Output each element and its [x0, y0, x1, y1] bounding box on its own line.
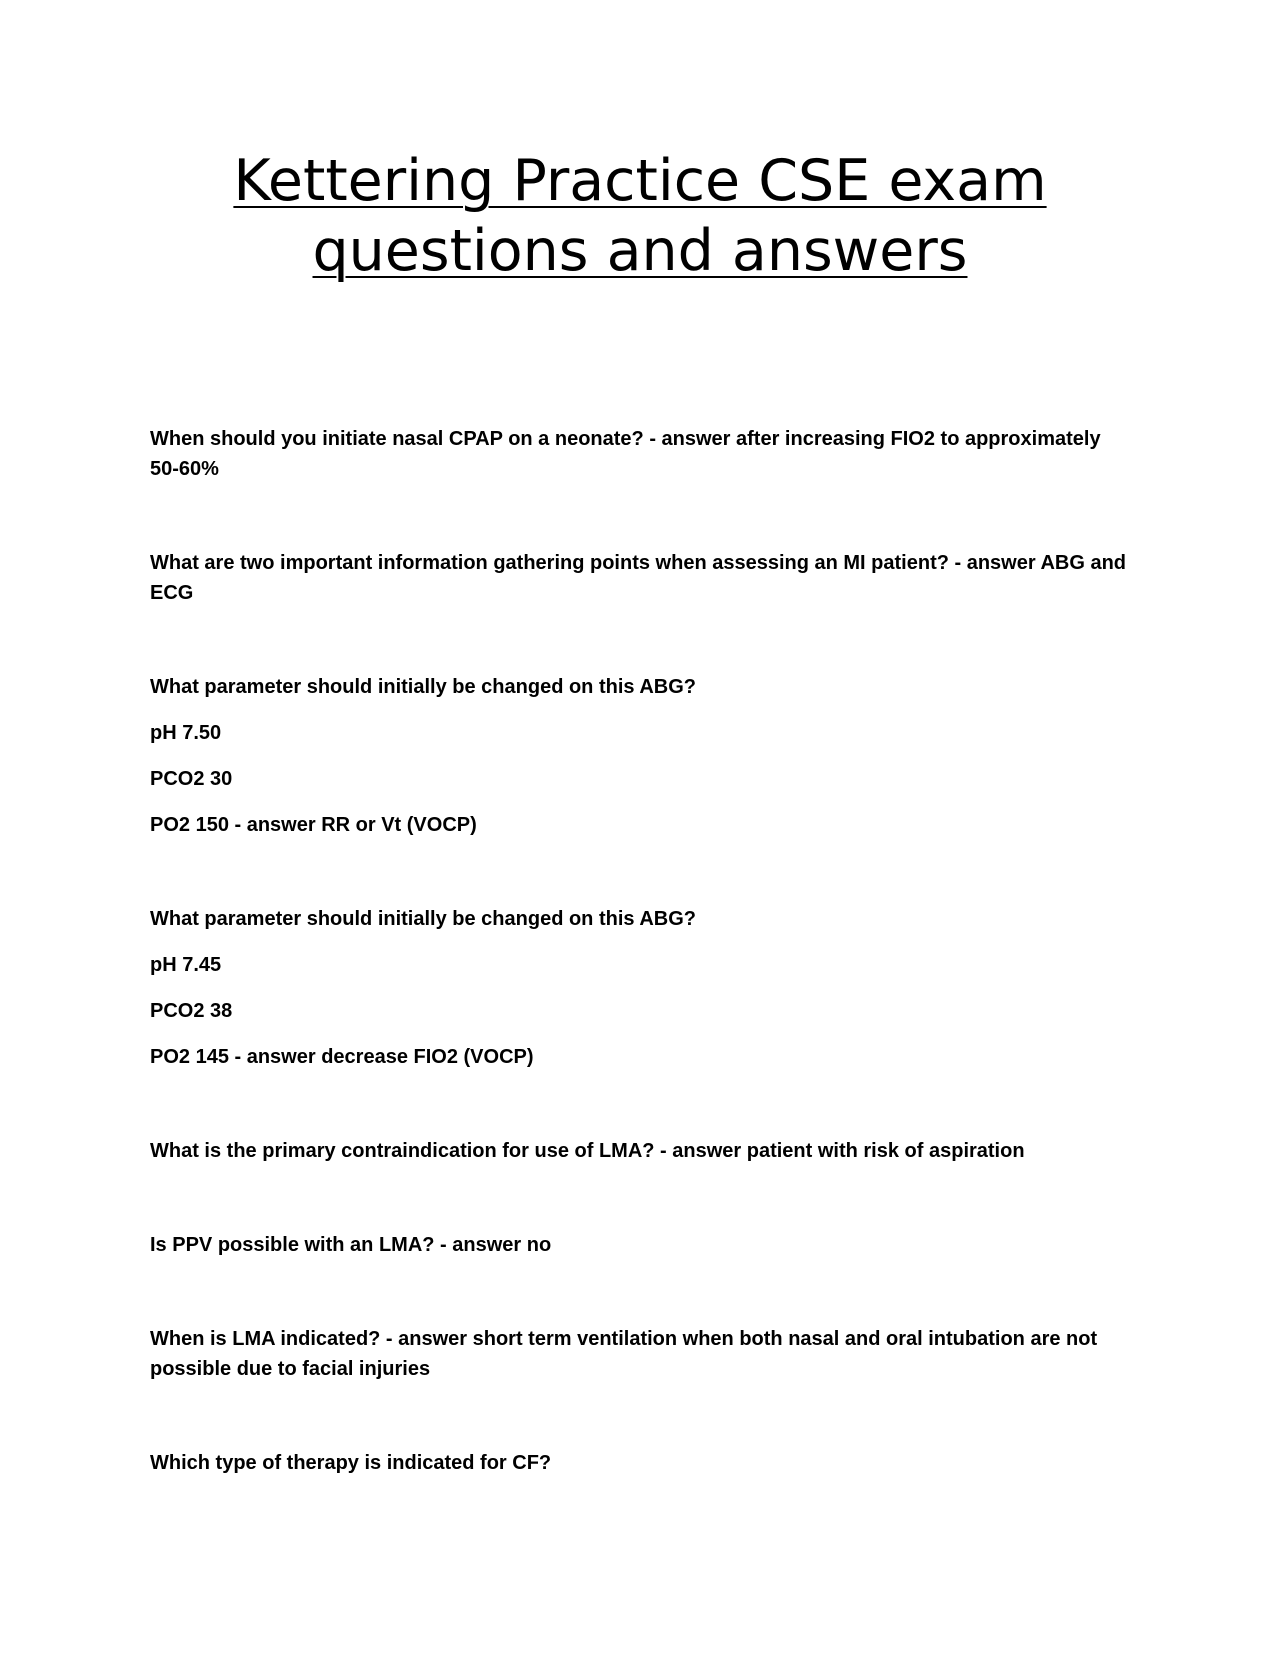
qa-text: What is the primary contraindication for use of LMA? - answer patient with risk of aspiration [150, 1140, 1025, 1162]
qa-text: Which type of therapy is indicated for CF? [150, 1452, 552, 1474]
qa-item-6 [150, 1230, 1130, 1260]
document-title-line-1: Kettering Practice CSE exam [233, 148, 1047, 214]
qa-value-ph: pH 7.45 [150, 954, 222, 976]
qa-item-2 [150, 548, 1130, 608]
qa-value-po2-answer: PO2 145 - answer decrease FIO2 (VOCP) [150, 1046, 534, 1068]
qa-text: When is LMA indicated? - answer short term ventilation when both nasal and oral intubation are not possible due to facial injuries [150, 1328, 1098, 1380]
document-title-line-2: questions and answers [312, 218, 968, 284]
qa-text: Is PPV possible with an LMA? - answer no [150, 1234, 552, 1256]
qa-item-7 [150, 1324, 1130, 1384]
qa-value-pco2: PCO2 38 [150, 1000, 233, 1022]
qa-item-3 [150, 672, 1130, 840]
qa-text: What are two important information gathering points when assessing an MI patient? - answer ABG and ECG [150, 552, 1127, 604]
qa-item-5 [150, 1136, 1130, 1166]
qa-value-po2-answer: PO2 150 - answer RR or Vt (VOCP) [150, 814, 477, 836]
document-title [150, 146, 1130, 286]
qa-item-4 [150, 904, 1130, 1072]
qa-value-ph: pH 7.50 [150, 722, 222, 744]
qa-item-8 [150, 1448, 1130, 1478]
qa-text: When should you initiate nasal CPAP on a neonate? - answer after increasing FIO2 to approximately 50-60% [150, 428, 1101, 480]
qa-list [150, 424, 1130, 1542]
qa-question: What parameter should initially be changed on this ABG? [150, 676, 696, 698]
qa-value-pco2: PCO2 30 [150, 768, 233, 790]
qa-item-1 [150, 424, 1130, 484]
qa-question: What parameter should initially be changed on this ABG? [150, 908, 696, 930]
